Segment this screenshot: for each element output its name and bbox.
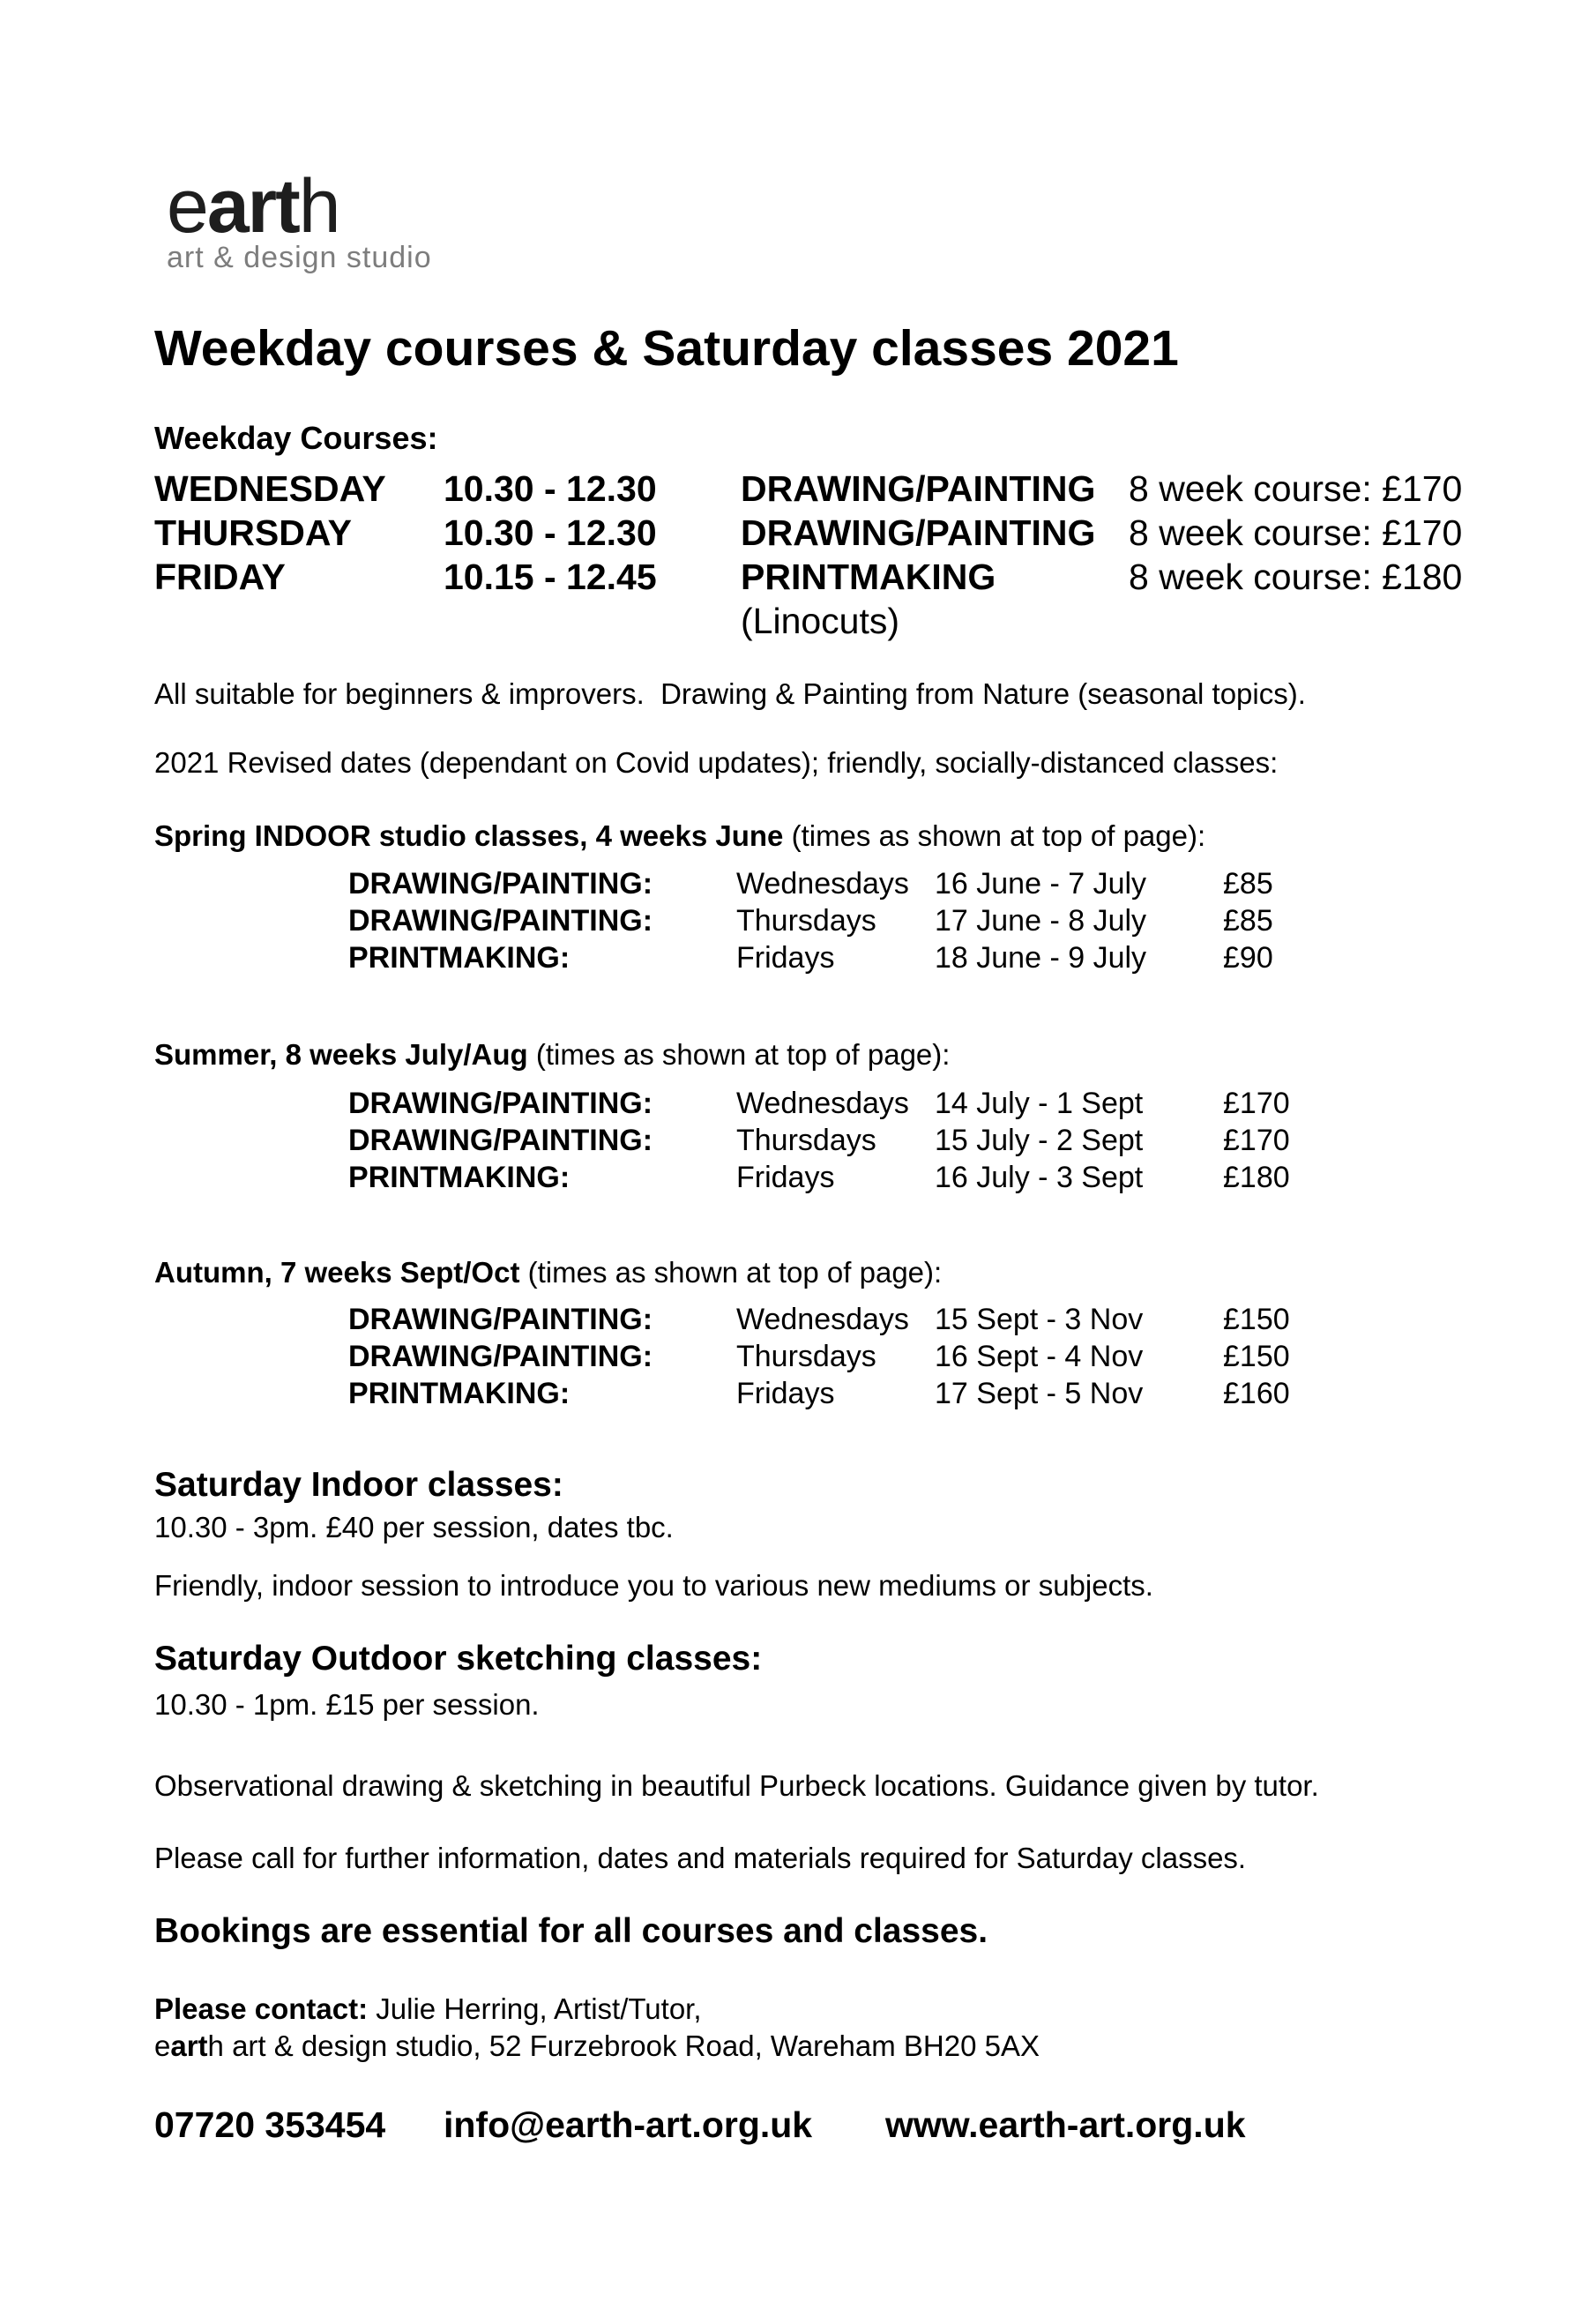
term-row [348, 1338, 1596, 1375]
term-day: Wednesdays [736, 1303, 909, 1336]
spring-term-heading [154, 821, 1596, 850]
summer-term-table [348, 1085, 1596, 1196]
term-row [348, 939, 1596, 976]
weekday-course-row [154, 511, 1596, 555]
contact-line-2 [154, 2028, 1596, 2065]
studio-logo [167, 164, 1596, 274]
term-row [348, 1375, 1596, 1412]
logo-wordmark [167, 164, 1596, 249]
course-name-bold: DRAWING/PAINTING [741, 468, 1096, 509]
term-course: DRAWING/PAINTING: [348, 1124, 653, 1157]
term-price: £180 [1223, 1161, 1290, 1194]
spring-term-heading-rest: (times as shown at top of page): [783, 819, 1206, 852]
course-name [741, 511, 1129, 555]
course-name [741, 467, 1129, 511]
saturday-outdoor-heading: Saturday Outdoor sketching classes: [154, 1640, 763, 1678]
term-dates: 17 June - 8 July [935, 904, 1147, 938]
term-row [348, 865, 1596, 902]
course-name-bold: PRINTMAKING [741, 557, 996, 597]
bookings-heading: Bookings are essential for all courses and classes. [154, 1912, 988, 1950]
weekday-course-row [154, 555, 1596, 643]
course-price: 8 week course: £180 [1129, 557, 1463, 597]
term-row [348, 1122, 1596, 1159]
saturday-indoor-details: 10.30 - 3pm. £40 per session, dates tbc. [154, 1511, 674, 1543]
term-dates: 15 Sept - 3 Nov [935, 1303, 1144, 1336]
weekday-course-row [154, 467, 1596, 511]
term-day: Fridays [736, 1161, 835, 1194]
term-course: PRINTMAKING: [348, 1377, 571, 1410]
term-price: £85 [1223, 904, 1273, 938]
term-row [348, 1301, 1596, 1338]
saturday-outdoor-description: Observational drawing & sketching in beautiful Purbeck locations. Guidance given by tutor. [154, 1769, 1319, 1802]
term-day: Wednesdays [736, 867, 909, 901]
course-name-bold: DRAWING/PAINTING [741, 512, 1096, 553]
term-dates: 16 June - 7 July [935, 867, 1147, 901]
course-time: 10.30 - 12.30 [444, 468, 657, 509]
summer-term-heading [154, 1040, 1596, 1069]
phone-number: 07720 353454 [154, 2104, 386, 2145]
course-name-note: (Linocuts) [741, 601, 900, 641]
summer-term-heading-rest: (times as shown at top of page): [527, 1038, 951, 1071]
contact-label: Please contact: [154, 1992, 369, 2025]
term-dates: 17 Sept - 5 Nov [935, 1377, 1144, 1410]
autumn-term-heading-rest: (times as shown at top of page): [519, 1256, 943, 1289]
contact-address-prefix: e [154, 2029, 171, 2062]
weekday-courses-table [154, 467, 1596, 643]
course-name [741, 555, 1129, 643]
saturday-indoor-heading: Saturday Indoor classes: [154, 1466, 563, 1504]
term-row [348, 1159, 1596, 1196]
contact-address-bold: art [170, 2029, 208, 2062]
term-dates: 18 June - 9 July [935, 941, 1147, 975]
term-dates: 16 Sept - 4 Nov [935, 1340, 1144, 1373]
spring-term-table [348, 865, 1596, 976]
saturday-outdoor-details: 10.30 - 1pm. £15 per session. [154, 1688, 540, 1721]
autumn-term-heading-bold: Autumn, 7 weeks Sept/Oct [154, 1256, 520, 1289]
contact-line-1 [154, 1991, 1596, 2028]
term-day: Thursdays [736, 1124, 876, 1157]
term-row [348, 1085, 1596, 1122]
logo-wordmark-prefix: e [167, 164, 207, 249]
term-day: Fridays [736, 941, 835, 975]
term-price: £160 [1223, 1377, 1290, 1410]
term-price: £90 [1223, 941, 1273, 975]
term-course: PRINTMAKING: [348, 941, 571, 975]
footer-contact-line [154, 2104, 1596, 2145]
term-course: DRAWING/PAINTING: [348, 1303, 653, 1336]
term-course: DRAWING/PAINTING: [348, 1340, 653, 1373]
suitability-text: All suitable for beginners & improvers. Drawing & Painting from Nature (seasonal topics). [154, 677, 1306, 710]
logo-wordmark-suffix: h [298, 164, 339, 249]
contact-info [154, 1991, 1596, 2065]
term-day: Thursdays [736, 904, 876, 938]
term-day: Fridays [736, 1377, 835, 1410]
term-course: DRAWING/PAINTING: [348, 904, 653, 938]
term-price: £170 [1223, 1087, 1290, 1120]
term-course: DRAWING/PAINTING: [348, 1087, 653, 1120]
term-course: PRINTMAKING: [348, 1161, 571, 1194]
revised-dates-text: 2021 Revised dates (dependant on Covid updates); friendly, socially-distanced classes: [154, 746, 1279, 779]
term-dates: 15 July - 2 Sept [935, 1124, 1144, 1157]
summer-term-heading-bold: Summer, 8 weeks July/Aug [154, 1038, 528, 1071]
logo-subtitle: art & design studio [167, 241, 432, 274]
weekday-courses-heading: Weekday Courses: [154, 420, 438, 456]
term-course: DRAWING/PAINTING: [348, 867, 653, 901]
course-day: THURSDAY [154, 512, 353, 553]
page-title: Weekday courses & Saturday classes 2021 [154, 320, 1179, 377]
term-row [348, 902, 1596, 939]
saturday-indoor-description: Friendly, indoor session to introduce you to various new mediums or subjects. [154, 1569, 1153, 1602]
course-day: WEDNESDAY [154, 468, 386, 509]
website-url: www.earth-art.org.uk [885, 2104, 1246, 2145]
autumn-term-table [348, 1301, 1596, 1412]
course-time: 10.30 - 12.30 [444, 512, 657, 553]
term-day: Thursdays [736, 1340, 876, 1373]
saturday-call-note: Please call for further information, dates and materials required for Saturday classes. [154, 1842, 1247, 1874]
course-price: 8 week course: £170 [1129, 468, 1463, 509]
autumn-term-heading [154, 1258, 1596, 1287]
contact-tutor: Julie Herring, Artist/Tutor, [368, 1992, 702, 2025]
course-day: FRIDAY [154, 557, 286, 597]
term-price: £150 [1223, 1340, 1290, 1373]
course-time: 10.15 - 12.45 [444, 557, 657, 597]
term-price: £170 [1223, 1124, 1290, 1157]
term-dates: 16 July - 3 Sept [935, 1161, 1144, 1194]
contact-address-rest: h art & design studio, 52 Furzebrook Road, Wareham BH20 5AX [207, 2029, 1040, 2062]
term-price: £85 [1223, 867, 1273, 901]
term-price: £150 [1223, 1303, 1290, 1336]
spring-term-heading-bold: Spring INDOOR studio classes, 4 weeks June [154, 819, 784, 852]
term-dates: 14 July - 1 Sept [935, 1087, 1144, 1120]
course-price: 8 week course: £170 [1129, 512, 1463, 553]
term-day: Wednesdays [736, 1087, 909, 1120]
logo-wordmark-bold: art [206, 164, 299, 249]
email-address: info@earth-art.org.uk [444, 2104, 813, 2145]
